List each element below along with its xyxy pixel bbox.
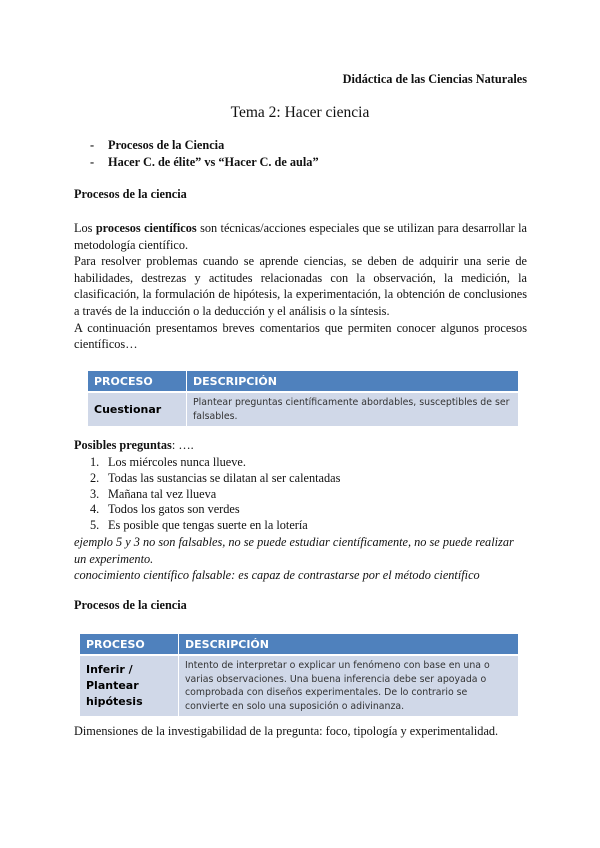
section-heading: Procesos de la ciencia	[74, 187, 187, 201]
topic-item: - Hacer C. de élite” vs “Hacer C. de aula”	[90, 155, 319, 169]
closing-text: Dimensiones de la investigabilidad de la pregunta: foco, tipología y experimentalidad.	[74, 724, 499, 738]
topic-text: Hacer C. de élite” vs “Hacer C. de aula”	[108, 155, 319, 169]
process-description: Intento de interpretar o explicar un fenómeno con base en una o varias observaciones. Una buena inferencia debe ser apoyada o comprobada con diseños experimentales. De lo contrario se convierte en solo una suposición o adivinanza.	[179, 655, 519, 716]
list-item: 3. Mañana tal vez llueva	[90, 486, 217, 501]
process-name: Cuestionar	[88, 392, 187, 426]
note-text	[74, 534, 527, 584]
paragraph: Para resolver problemas cuando se aprende ciencias, se deben de adquirir una serie de habilidades, destrezas y actitudes relacionadas con la observación, la medición, la clasificación, la formulación de hipótesis, la experimentación, la obtención de conclusiones a través de la inducción o la deducción y el análisis o la síntesis.	[74, 254, 527, 318]
process-name: Inferir / Plantear hipótesis	[80, 655, 179, 716]
questions-list	[90, 455, 340, 534]
course-header: Didáctica de las Ciencias Naturales	[342, 72, 527, 86]
column-header: PROCESO	[88, 371, 187, 392]
topic-text: Procesos de la Ciencia	[108, 138, 225, 152]
note-falsable-definition: conocimiento científico falsable: es capaz de contrastarse por el método científico	[74, 568, 480, 583]
bold-term: procesos científicos	[95, 221, 197, 235]
list-item: 5. Es posible que tengas suerte en la lotería	[90, 518, 308, 533]
table-row	[80, 655, 519, 716]
section-heading: Procesos de la ciencia	[74, 598, 187, 612]
list-item: 2. Todas las sustancias se dilatan al ser calentadas	[90, 470, 341, 485]
paragraph: A continuación presentamos breves comentarios que permiten conocer algunos procesos científicos…	[74, 320, 527, 352]
process-table-2	[80, 634, 519, 716]
column-header: DESCRIPCIÓN	[179, 634, 519, 655]
process-description: Plantear preguntas científicamente abordables, susceptibles de ser falsables.	[187, 392, 519, 426]
process-table-1	[88, 371, 519, 426]
topic-item: - Procesos de la Ciencia	[90, 138, 225, 152]
body-text	[74, 220, 527, 353]
topic-list	[90, 137, 319, 171]
note-falsable-examples: ejemplo 5 y 3 no son falsables, no se puede estudiar científicamente, no se puede realizar un experimento.	[74, 535, 514, 566]
list-item: 1. Los miércoles nunca llueve.	[90, 455, 246, 469]
questions-label: Posibles preguntas: ….	[74, 438, 194, 452]
column-header: DESCRIPCIÓN	[187, 371, 519, 392]
column-header: PROCESO	[80, 634, 179, 655]
page-title: Tema 2: Hacer ciencia	[230, 104, 370, 121]
list-item: 4. Todos los gatos son verdes	[90, 502, 240, 517]
paragraph: Los procesos científicos son técnicas/acciones especiales que se utilizan para desarrollar la metodología científico.	[74, 221, 527, 252]
table-row	[88, 392, 519, 426]
